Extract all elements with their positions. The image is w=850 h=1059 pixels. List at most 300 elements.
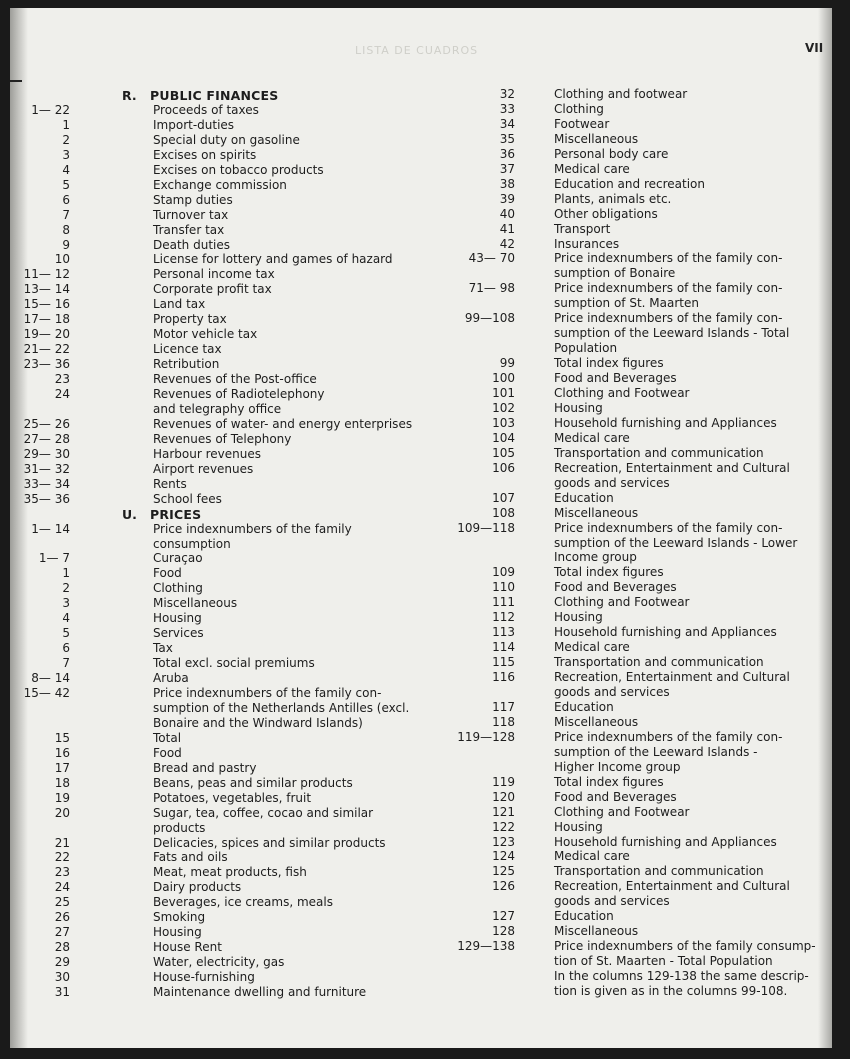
table-number: 4 [62, 162, 70, 177]
table-description: Higher Income group [554, 759, 681, 774]
table-description: Education [554, 909, 614, 924]
table-description: Household furnishing and Appliances [554, 415, 777, 430]
table-description: Clothing and Footwear [554, 804, 690, 819]
table-number: 25— 26 [23, 416, 70, 431]
table-entry [435, 341, 819, 356]
table-entry [435, 386, 819, 401]
table-description: Beverages, ice creams, meals [153, 895, 333, 910]
table-description: Smoking [153, 910, 206, 925]
table-number: 43— 70 [468, 251, 515, 266]
table-description: Land tax [153, 297, 206, 312]
table-number: 116 [492, 670, 515, 685]
table-description: Rents [153, 476, 187, 491]
table-entry [435, 506, 819, 521]
table-entry [18, 581, 423, 596]
table-entry [435, 311, 819, 326]
table-description: Revenues of Telephony [153, 431, 292, 446]
table-description: Personal body care [554, 146, 669, 161]
table-description: Exchange commission [153, 177, 287, 192]
table-entry [435, 416, 819, 431]
table-description: Clothing [554, 101, 604, 116]
table-description: sumption of the Leeward Islands - Total [554, 326, 790, 341]
table-description: Education [554, 490, 614, 505]
table-entry [18, 716, 423, 731]
table-description: Housing [153, 925, 202, 940]
table-entry [435, 685, 819, 700]
table-description: Excises on tobacco products [153, 162, 324, 177]
table-number: 1— 22 [31, 102, 70, 117]
table-entry [18, 551, 423, 566]
table-number: 38 [499, 176, 515, 191]
table-entry [18, 492, 423, 507]
table-number: 108 [492, 505, 515, 520]
table-number: 10 [54, 252, 70, 267]
table-description: Price indexnumbers of the family con- [554, 520, 783, 535]
table-entry [435, 775, 819, 790]
table-entry [435, 879, 819, 894]
table-entry [435, 401, 819, 416]
table-description: House-furnishing [153, 970, 255, 985]
table-description: Total index figures [554, 356, 664, 371]
table-number: 8 [62, 222, 70, 237]
table-entry [435, 700, 819, 715]
table-number: 121 [492, 804, 515, 819]
table-description: Miscellaneous [554, 924, 639, 939]
table-number: 100 [492, 371, 515, 386]
table-number: 3 [62, 596, 70, 611]
table-number: 30 [54, 970, 70, 985]
table-number: 21 [54, 835, 70, 850]
table-entry [18, 850, 423, 865]
table-entry [18, 566, 423, 581]
table-description: Recreation, Entertainment and Cultural [554, 460, 790, 475]
page-edge-shadow [818, 8, 832, 1048]
table-entry [18, 223, 423, 238]
table-description: Total index figures [554, 565, 664, 580]
table-description: Food and Beverages [554, 789, 677, 804]
table-entry [18, 208, 423, 223]
table-description: Sugar, tea, coffee, cocao and similar [153, 805, 374, 820]
table-description: Price indexnumbers of the family con- [554, 281, 783, 296]
table-entry [435, 356, 819, 371]
table-entry [435, 446, 819, 461]
table-description: Household furnishing and Appliances [554, 834, 777, 849]
table-entry [18, 761, 423, 776]
table-number: 29— 30 [23, 446, 70, 461]
table-number: 1 [62, 566, 70, 581]
table-description: Miscellaneous [153, 596, 238, 611]
table-entry [435, 222, 819, 237]
table-entry [18, 940, 423, 955]
table-description: Transportation and communication [554, 445, 764, 460]
table-entry [18, 432, 423, 447]
table-description: Water, electricity, gas [153, 955, 285, 970]
table-entry [18, 372, 423, 387]
table-entry [18, 836, 423, 851]
table-entry [435, 461, 819, 476]
table-entry [435, 117, 819, 132]
table-description: Property tax [153, 312, 227, 327]
table-number: 13— 14 [23, 282, 70, 297]
table-number: 15— 16 [23, 297, 70, 312]
table-entry [18, 880, 423, 895]
table-number: 104 [492, 430, 515, 445]
table-number: 41 [499, 221, 515, 236]
table-number: 114 [492, 640, 515, 655]
table-entry [435, 296, 819, 311]
table-description: Housing [554, 819, 603, 834]
document-page [10, 8, 832, 1048]
table-number: 16 [54, 745, 70, 760]
table-entry [18, 402, 423, 417]
table-number: 36 [499, 146, 515, 161]
table-entry [435, 655, 819, 670]
table-entry [18, 791, 423, 806]
table-description: House Rent [153, 940, 222, 955]
table-description: Education [554, 699, 614, 714]
table-description: Clothing and Footwear [554, 386, 690, 400]
table-description: Airport revenues [153, 461, 254, 476]
table-number: 29 [54, 955, 70, 970]
table-entry [18, 955, 423, 970]
table-entry [435, 864, 819, 879]
margin-mark [10, 80, 22, 82]
table-description: Medical care [554, 640, 630, 655]
table-entry [435, 431, 819, 446]
table-description: sumption of St. Maarten [554, 296, 699, 311]
table-entry [435, 670, 819, 685]
table-number: 110 [492, 580, 515, 595]
table-number: 28 [54, 940, 70, 955]
bleed-through-header: LISTA DE CUADROS [355, 44, 479, 57]
table-entry [435, 969, 819, 984]
table-number: 27— 28 [23, 431, 70, 446]
table-description: Medical care [554, 161, 630, 176]
section-title: PUBLIC FINANCES [150, 88, 279, 103]
section-heading [18, 88, 423, 103]
table-description: Personal income tax [153, 267, 275, 282]
table-description: Household furnishing and Appliances [554, 625, 777, 640]
table-entry [18, 357, 423, 372]
table-description: tion is given as in the columns 99-108. [554, 984, 788, 998]
table-entry [18, 522, 423, 537]
table-description: Maintenance dwelling and furniture [153, 985, 367, 999]
table-entry [18, 133, 423, 148]
table-number: 7 [62, 656, 70, 671]
table-description: and telegraphy office [153, 401, 282, 416]
table-entry [18, 596, 423, 611]
table-description: Curaçao [153, 551, 203, 566]
table-description: products [153, 820, 206, 835]
table-number: 2 [62, 581, 70, 596]
table-entry [435, 87, 819, 102]
table-description: Housing [153, 611, 202, 626]
table-entry [18, 163, 423, 178]
table-description: Total excl. social premiums [153, 656, 315, 671]
table-entry [435, 894, 819, 909]
table-number: 25 [54, 895, 70, 910]
table-number: 8— 14 [31, 671, 70, 686]
table-entry [435, 745, 819, 760]
table-description: Meat, meat products, fish [153, 865, 307, 880]
table-number: 122 [492, 819, 515, 834]
table-description: Food [153, 566, 182, 581]
table-entry [18, 327, 423, 342]
table-entry [18, 701, 423, 716]
table-description: Income group [554, 550, 637, 565]
table-number: 19 [54, 790, 70, 805]
table-description: Price indexnumbers of the family consump- [554, 939, 816, 954]
table-number: 5 [62, 626, 70, 641]
table-entry [435, 162, 819, 177]
table-number: 4 [62, 611, 70, 626]
table-number: 15 [54, 730, 70, 745]
table-entry [435, 266, 819, 281]
table-number: 109—118 [457, 520, 515, 535]
table-description: Tax [153, 641, 173, 656]
table-entry [435, 820, 819, 835]
section-letter: R. [122, 88, 137, 103]
table-description: goods and services [554, 894, 670, 909]
table-description: Beans, peas and similar products [153, 775, 353, 790]
table-entry [18, 118, 423, 133]
page-number: VII [805, 41, 824, 55]
table-description: Aruba [153, 671, 189, 686]
table-entry [435, 491, 819, 506]
table-description: Recreation, Entertainment and Cultural [554, 879, 790, 894]
table-description: Price indexnumbers of the family con- [153, 686, 382, 700]
table-entry [18, 267, 423, 282]
table-number: 99—108 [464, 311, 515, 326]
table-entry [18, 925, 423, 940]
table-description: Education and recreation [554, 176, 705, 191]
table-description: Plants, animals etc. [554, 191, 672, 206]
table-number: 102 [492, 400, 515, 415]
table-number: 109 [492, 565, 515, 580]
table-description: Excises on spirits [153, 147, 257, 162]
table-description: Transportation and communication [554, 864, 764, 879]
table-entry [18, 865, 423, 880]
table-number: 103 [492, 415, 515, 430]
table-description: goods and services [554, 475, 670, 490]
table-entry [18, 103, 423, 118]
table-number: 31 [54, 985, 70, 999]
table-entry [435, 281, 819, 296]
table-description: Transfer tax [153, 222, 225, 237]
section-heading [18, 507, 423, 522]
table-entry [435, 805, 819, 820]
table-entry [18, 477, 423, 492]
table-entry [435, 237, 819, 252]
table-entry [435, 580, 819, 595]
table-number: 19— 20 [23, 327, 70, 342]
table-number: 35— 36 [23, 491, 70, 506]
table-entry [18, 806, 423, 821]
table-number: 1 [62, 117, 70, 132]
table-entry [18, 731, 423, 746]
table-description: Corporate profit tax [153, 282, 272, 297]
table-entry [18, 895, 423, 910]
table-number: 129—138 [457, 939, 515, 954]
table-entry [18, 746, 423, 761]
table-number: 17— 18 [23, 312, 70, 327]
table-description: Dairy products [153, 880, 242, 895]
table-description: Import-duties [153, 117, 235, 132]
table-number: 20 [54, 805, 70, 820]
table-description: Special duty on gasoline [153, 132, 300, 147]
table-entry [18, 342, 423, 357]
table-number: 99 [499, 356, 515, 371]
table-entry [435, 102, 819, 117]
table-number: 40 [499, 206, 515, 221]
table-entry [18, 417, 423, 432]
table-number: 2 [62, 132, 70, 147]
table-entry [435, 760, 819, 775]
table-number: 6 [62, 192, 70, 207]
table-description: Licence tax [153, 342, 222, 357]
table-entry [435, 835, 819, 850]
table-number: 112 [492, 610, 515, 625]
table-description: Revenues of Radiotelephony [153, 387, 325, 401]
table-description: Miscellaneous [554, 714, 639, 729]
table-number: 126 [492, 879, 515, 894]
table-entry [435, 924, 819, 939]
table-description: sumption of the Leeward Islands - Lower [554, 535, 798, 550]
table-description: Miscellaneous [554, 505, 639, 520]
table-description: Revenues of the Post-office [153, 372, 317, 387]
table-entry [18, 462, 423, 477]
table-number: 27 [54, 925, 70, 940]
table-number: 17 [54, 760, 70, 775]
table-number: 32 [499, 87, 515, 101]
table-description: Retribution [153, 357, 220, 372]
table-description: Price indexnumbers of the family con- [554, 251, 783, 266]
table-number: 127 [492, 909, 515, 924]
table-number: 5 [62, 177, 70, 192]
table-entry [18, 387, 423, 402]
table-description: Recreation, Entertainment and Cultural [554, 670, 790, 685]
table-number: 23 [54, 372, 70, 387]
table-entry [18, 970, 423, 985]
table-number: 33— 34 [23, 476, 70, 491]
table-number: 15— 42 [23, 686, 70, 700]
table-description: Transport [554, 221, 611, 236]
table-entry [435, 730, 819, 745]
table-number: 115 [492, 655, 515, 670]
table-entry [435, 595, 819, 610]
table-description: Fats and oils [153, 850, 228, 865]
table-description: Proceeds of taxes [153, 102, 259, 117]
table-description: Price indexnumbers of the family con- [554, 729, 783, 744]
table-description: License for lottery and games of hazard [153, 252, 393, 267]
table-description: sumption of the Netherlands Antilles (excl. [153, 700, 410, 715]
table-number: 117 [492, 699, 515, 714]
section-letter: U. [122, 506, 137, 522]
table-number: 24 [54, 880, 70, 895]
table-description: Medical care [554, 430, 630, 445]
table-entry [435, 536, 819, 551]
table-number: 35 [499, 131, 515, 146]
table-description: Potatoes, vegetables, fruit [153, 790, 312, 805]
table-entry [435, 610, 819, 625]
table-number: 21— 22 [23, 342, 70, 357]
table-description: Food [153, 745, 182, 760]
table-description: Other obligations [554, 206, 658, 221]
table-entry [18, 626, 423, 641]
table-entry [435, 640, 819, 655]
table-number: 6 [62, 641, 70, 656]
table-entry [18, 297, 423, 312]
table-description: sumption of the Leeward Islands - [554, 744, 758, 759]
table-entry [18, 282, 423, 297]
table-entry [435, 939, 819, 954]
table-number: 124 [492, 849, 515, 864]
table-entry [435, 132, 819, 147]
table-description: Turnover tax [153, 207, 229, 222]
table-number: 111 [492, 595, 515, 610]
table-description: Miscellaneous [554, 131, 639, 146]
table-entry [18, 312, 423, 327]
table-description: In the columns 129-138 the same descrip- [554, 969, 809, 984]
table-entry [435, 984, 819, 999]
section-title: PRICES [150, 506, 202, 522]
table-number: 33 [499, 101, 515, 116]
table-entry [435, 550, 819, 565]
table-description: Clothing and footwear [554, 87, 688, 101]
table-number: 101 [492, 386, 515, 400]
table-number: 107 [492, 490, 515, 505]
table-entry [18, 776, 423, 791]
table-entry [435, 207, 819, 222]
table-description: Price indexnumbers of the family con- [554, 311, 783, 326]
table-description: Medical care [554, 849, 630, 864]
table-description: tion of St. Maarten - Total Population [554, 954, 773, 969]
table-entry [18, 447, 423, 462]
table-description: Clothing [153, 581, 203, 596]
table-entry [18, 193, 423, 208]
table-entry [435, 565, 819, 580]
table-description: Harbour revenues [153, 446, 262, 461]
table-entry [18, 252, 423, 267]
table-entry [435, 954, 819, 969]
table-description: Total [153, 730, 182, 745]
table-entry [435, 790, 819, 805]
table-description: goods and services [554, 685, 670, 699]
table-description: sumption of Bonaire [554, 266, 676, 281]
table-description: Total index figures [554, 774, 664, 789]
table-number: 120 [492, 789, 515, 804]
table-description: Population [554, 341, 618, 356]
table-number: 23 [54, 865, 70, 880]
table-number: 113 [492, 625, 515, 640]
table-entry [18, 238, 423, 253]
table-entry [18, 537, 423, 552]
table-number: 22 [54, 850, 70, 865]
table-number: 123 [492, 834, 515, 849]
table-number: 37 [499, 161, 515, 176]
table-entry [18, 985, 423, 1000]
table-description: Food and Beverages [554, 371, 677, 386]
table-description: Bread and pastry [153, 760, 257, 775]
table-number: 1— 7 [38, 551, 70, 566]
table-entry [435, 715, 819, 730]
table-number: 119—128 [457, 729, 515, 744]
table-entry [18, 910, 423, 925]
table-entry [435, 177, 819, 192]
table-number: 42 [499, 236, 515, 251]
table-entry [435, 849, 819, 864]
table-number: 128 [492, 924, 515, 939]
